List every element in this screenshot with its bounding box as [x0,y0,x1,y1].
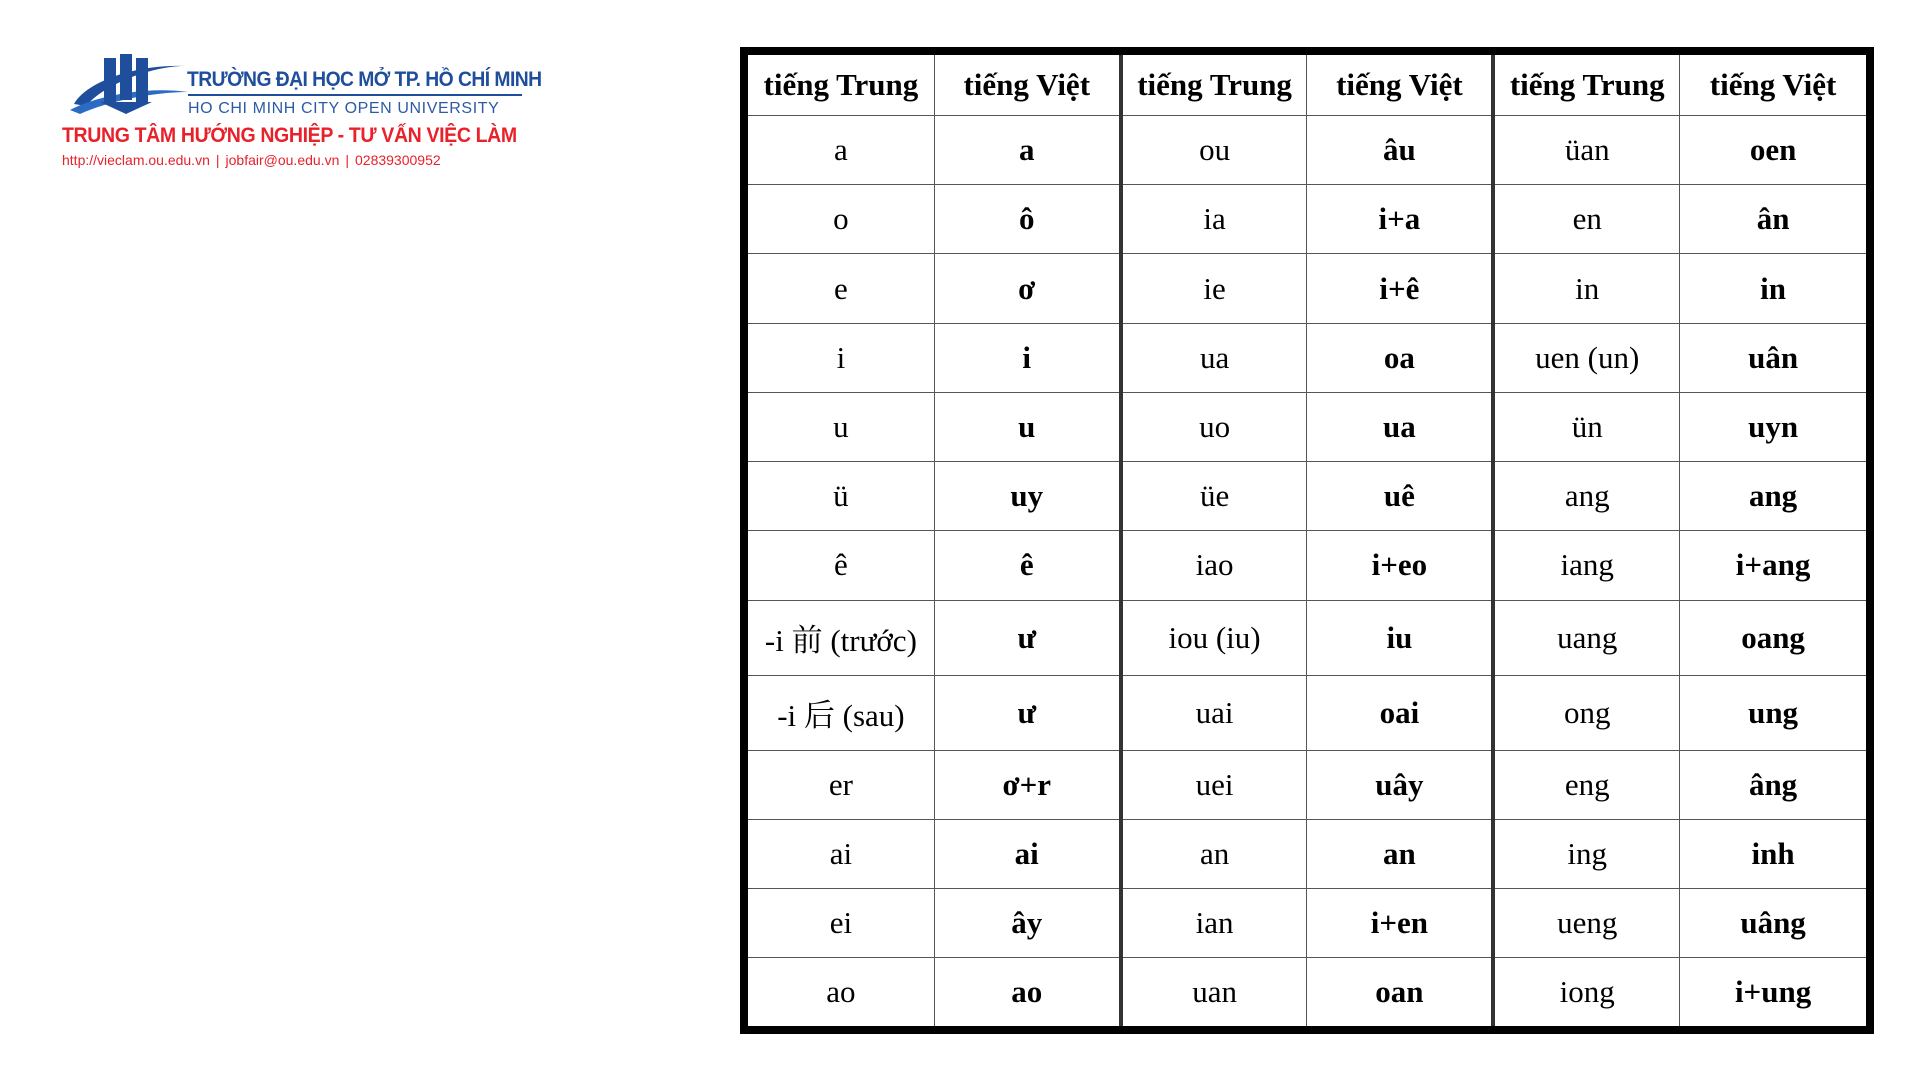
chinese-cell: ian [1121,888,1307,957]
header-chinese: tiếng Trung [748,55,934,116]
vietnamese-cell: oen [1680,116,1866,185]
vietnamese-cell: ư [934,600,1120,675]
table-header-row [748,55,1866,116]
vietnamese-cell: ư [934,675,1120,750]
chinese-cell: iong [1493,958,1679,1026]
chinese-cell: an [1121,819,1307,888]
vietnamese-cell: i+ang [1680,531,1866,600]
chinese-cell: ueng [1493,888,1679,957]
vietnamese-cell: ơ+r [934,750,1120,819]
vietnamese-cell: a [934,116,1120,185]
chinese-cell: ua [1121,323,1307,392]
table-row [748,323,1866,392]
vietnamese-cell: ây [934,888,1120,957]
table-row [748,462,1866,531]
vietnamese-cell: ua [1307,392,1493,461]
vietnamese-cell: uy [934,462,1120,531]
chinese-cell: iou (iu) [1121,600,1307,675]
university-emblem-icon [66,52,190,122]
vietnamese-cell: âng [1680,750,1866,819]
chinese-cell: ê [748,531,934,600]
chinese-cell: er [748,750,934,819]
school-name-english: HO CHI MINH CITY OPEN UNIVERSITY [188,100,500,117]
vietnamese-cell: ang [1680,462,1866,531]
chinese-cell: ü [748,462,934,531]
vietnamese-cell: inh [1680,819,1866,888]
chinese-cell: uang [1493,600,1679,675]
vietnamese-cell: âu [1307,116,1493,185]
chinese-cell: e [748,254,934,323]
chinese-cell: iang [1493,531,1679,600]
vietnamese-cell: ô [934,185,1120,254]
chinese-cell: eng [1493,750,1679,819]
table-row [748,675,1866,750]
chinese-cell: u [748,392,934,461]
chinese-cell: uo [1121,392,1307,461]
university-logo [62,50,542,180]
vietnamese-cell: oai [1307,675,1493,750]
chinese-cell: ün [1493,392,1679,461]
phone-number: 02839300952 [355,152,441,168]
table-row [748,254,1866,323]
vietnamese-cell: ung [1680,675,1866,750]
chinese-cell: o [748,185,934,254]
vietnamese-cell: uây [1307,750,1493,819]
table-row [748,958,1866,1026]
vietnamese-cell: uê [1307,462,1493,531]
chinese-cell: ao [748,958,934,1026]
vietnamese-cell: i [934,323,1120,392]
vietnamese-cell: ê [934,531,1120,600]
chinese-cell: uei [1121,750,1307,819]
chinese-cell: üe [1121,462,1307,531]
vietnamese-cell: iu [1307,600,1493,675]
separator: | [215,152,220,168]
chinese-cell: ai [748,819,934,888]
table-row [748,819,1866,888]
logo-divider [188,94,522,96]
vietnamese-cell: uâng [1680,888,1866,957]
chinese-cell: -i 前 (trước) [748,600,934,675]
header-vietnamese: tiếng Việt [934,55,1120,116]
vietnamese-cell: uyn [1680,392,1866,461]
table-row [748,531,1866,600]
chinese-cell: ia [1121,185,1307,254]
header-chinese: tiếng Trung [1493,55,1679,116]
chinese-cell: ie [1121,254,1307,323]
table-row [748,888,1866,957]
vietnamese-cell: oan [1307,958,1493,1026]
email-link[interactable]: jobfair@ou.edu.vn [225,152,340,168]
chinese-cell: uen (un) [1493,323,1679,392]
vietnamese-cell: oang [1680,600,1866,675]
chinese-cell: i [748,323,934,392]
contact-line [62,152,441,168]
chinese-cell: in [1493,254,1679,323]
chinese-cell: ei [748,888,934,957]
vowel-table-frame [740,47,1874,1034]
chinese-cell: üan [1493,116,1679,185]
table-row [748,392,1866,461]
chinese-cell: ang [1493,462,1679,531]
header-vietnamese: tiếng Việt [1307,55,1493,116]
website-link[interactable]: http://vieclam.ou.edu.vn [62,152,210,168]
chinese-cell: ong [1493,675,1679,750]
vietnamese-cell: i+eo [1307,531,1493,600]
vietnamese-cell: u [934,392,1120,461]
vietnamese-cell: ân [1680,185,1866,254]
chinese-cell: iao [1121,531,1307,600]
chinese-cell: ing [1493,819,1679,888]
header-chinese: tiếng Trung [1121,55,1307,116]
vietnamese-cell: uân [1680,323,1866,392]
vowel-table [748,55,1866,1026]
vietnamese-cell: i+en [1307,888,1493,957]
table-row [748,750,1866,819]
vietnamese-cell: ơ [934,254,1120,323]
table-row [748,185,1866,254]
table-body [748,116,1866,1027]
table-row [748,116,1866,185]
chinese-cell: uan [1121,958,1307,1026]
vietnamese-cell: i+ung [1680,958,1866,1026]
chinese-cell: a [748,116,934,185]
school-name-vietnamese: TRƯỜNG ĐẠI HỌC MỞ TP. HỒ CHÍ MINH [187,68,542,91]
chinese-cell: uai [1121,675,1307,750]
chinese-cell: ou [1121,116,1307,185]
vietnamese-cell: oa [1307,323,1493,392]
vietnamese-cell: ao [934,958,1120,1026]
vietnamese-cell: ai [934,819,1120,888]
vietnamese-cell: i+a [1307,185,1493,254]
vietnamese-cell: in [1680,254,1866,323]
separator: | [345,152,349,168]
header-vietnamese: tiếng Việt [1680,55,1866,116]
chinese-cell: en [1493,185,1679,254]
chinese-cell: -i 后 (sau) [748,675,934,750]
center-name: TRUNG TÂM HƯỚNG NGHIỆP - TƯ VẤN VIỆC LÀM [62,124,517,147]
vietnamese-cell: i+ê [1307,254,1493,323]
vietnamese-cell: an [1307,819,1493,888]
table-row [748,600,1866,675]
